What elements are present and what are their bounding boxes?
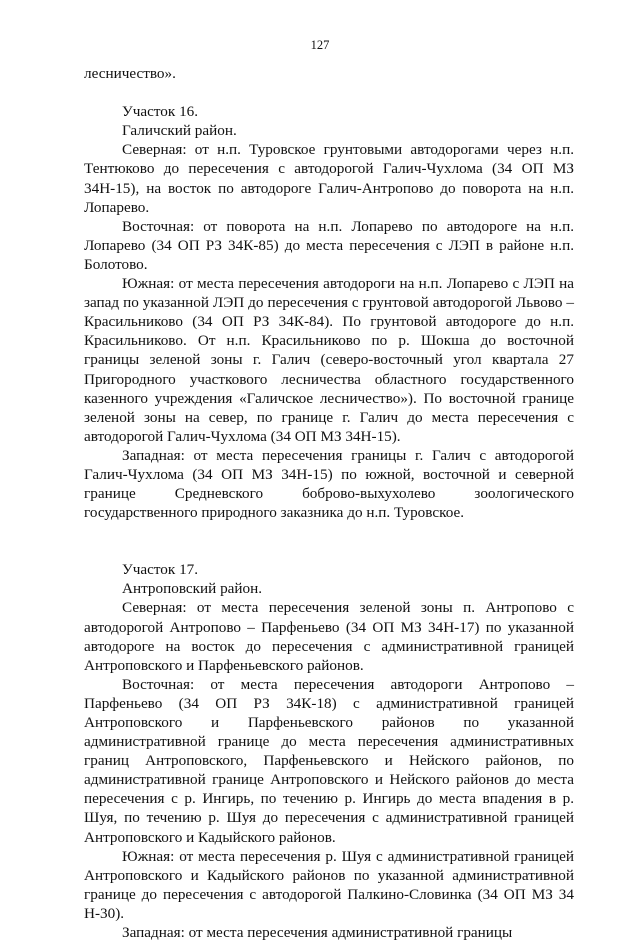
section-16-north: Северная: от н.п. Туровское грунтовыми автодорогами через н.п. Тентюково до пересечения с автодорогой Галич-Чухлома (34 ОП МЗ 34Н-15), на восток по автодороге Галич-Антропово до поворота на н.п. Лопарево. — [84, 141, 574, 216]
lead-line: лесничество». — [84, 65, 176, 82]
document-body — [84, 64, 574, 942]
section-16-district: Галичский район. — [122, 122, 237, 140]
section-16-east: Восточная: от поворота на н.п. Лопарево по автодороге на н.п. Лопарево (34 ОП РЗ 34К-85) до места пересечения с ЛЭП в районе н.п. Болотово. — [84, 217, 574, 273]
section-17-title: Участок 17. — [122, 561, 199, 579]
section-17-east: Восточная: от места пересечения автодороги Антропово – Парфеньево (34 ОП РЗ 34К-18) с административной границей Антроповского и Парфеньевского районов по указанной административной границе до места пересечения административных границ Антроповского, Парфеньевского и Нейского районов, по административной границе Антроповского и Нейского районов до места пересечения с р. Ингирь, по течению р. Ингирь до места впадения в р. Шуя, по течению р. Шуя до пересечения с административной границей Антроповского и Кадыйского районов. — [84, 675, 574, 846]
section-16-title: Участок 16. — [122, 103, 199, 121]
section-17-south: Южная: от места пересечения р. Шуя с административной границей Антроповского и Кадыйского районов по указанной административной границе до пересечения с автодорогой Палкино-Словинка (34 ОП МЗ 34 Н-30). — [84, 847, 574, 922]
section-16-west: Западная: от места пересечения границы г. Галич с автодорогой Галич-Чухлома (34 ОП МЗ 34Н-15) по южной, восточной и северной границе Средневского боброво-выхухолево зоологического государственного природного заказника до н.п. Туровское. — [84, 446, 574, 522]
page-number: 127 — [310, 38, 330, 52]
section-17-north: Северная: от места пересечения зеленой зоны п. Антропово с автодорогой Антропово – Парфеньево (34 ОП МЗ 34Н-17) по указанной автодороге на восток до пересечения с административной границей Антроповского и Парфеньевского районов. — [84, 599, 574, 674]
section-17-west: Западная: от места пересечения административной границы — [122, 924, 513, 942]
section-17-district: Антроповский район. — [122, 580, 263, 598]
section-16-south: Южная: от места пересечения автодороги на н.п. Лопарево с ЛЭП на запад по указанной ЛЭП до пересечения с грунтовой автодорогой Львово – Красильниково (34 ОП РЗ 34К-84). По грунтовой автодороге до н.п. Красильниково. От н.п. Красильниково по р. Шокша до восточной границы зеленой зоны г. Галич (северо-восточный угол квартала 27 Пригородного участкового лесничества областного государственного казенного учреждения «Галичское лесничество»). По восточной границе зеленой зоны на север, по границе г. Галич до места пересечения с автодорогой Галич-Чухлома (34 ОП МЗ 34Н-15). — [84, 275, 574, 445]
